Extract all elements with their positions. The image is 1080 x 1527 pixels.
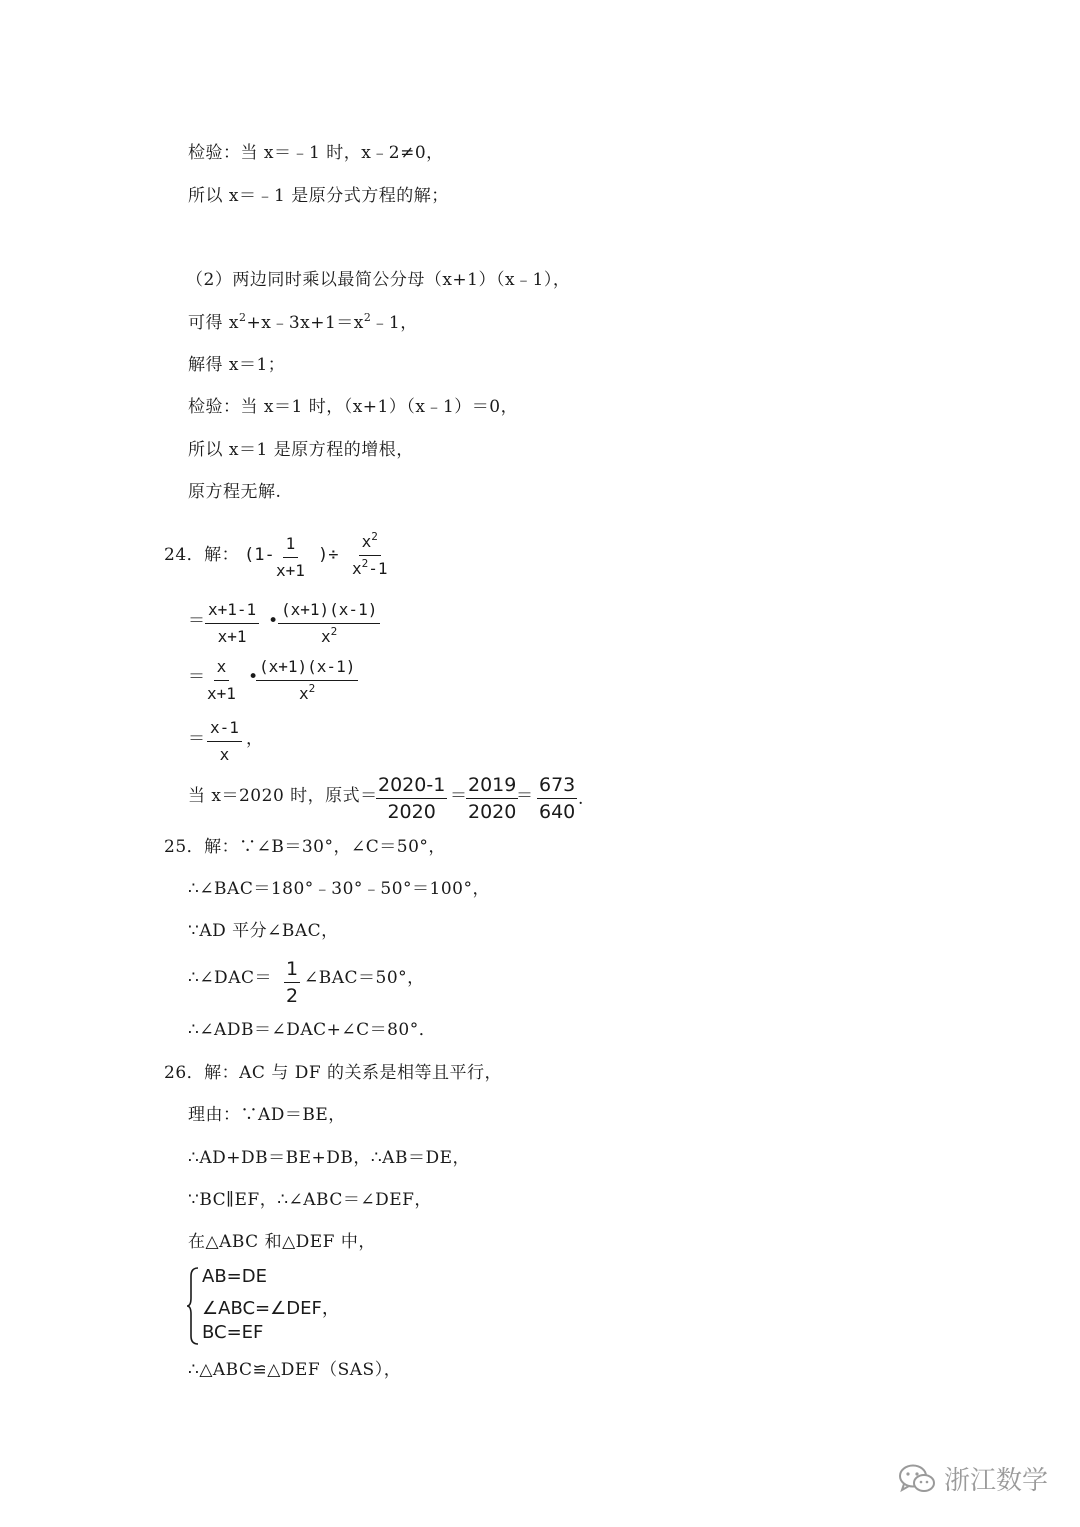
q25-line-4a: ∴∠DAC＝: [188, 968, 272, 988]
q24-step3-frac: $\frac{x-1}{x}$: [207, 716, 242, 767]
q24-frac-2: $\frac{x^2}{x^2-1}$: [352, 530, 388, 578]
q24-period: .: [578, 789, 584, 809]
q24-value-frac-2: $\frac{2019}{2020}$: [468, 774, 517, 823]
q25-line-2: ∴∠BAC＝180°﹣30°﹣50°＝100°，: [188, 879, 490, 899]
q24-comma: ，: [246, 729, 263, 749]
q26-line-6: ∴△ABC≌△DEF（SAS），: [188, 1360, 402, 1380]
q24-label: 24．解：: [164, 545, 240, 565]
q24-step1-frac-b: $\frac{(x+1)(x-1)}{x^2}$: [278, 598, 380, 649]
q24-frac-1: $\frac{1}{x+1}$: [276, 534, 305, 580]
part2-solve: 解得 x＝1；: [188, 355, 286, 375]
q24-value-frac-1: $\frac{2020-1}{2020}$: [378, 774, 446, 823]
q25-line-3: ∵AD 平分∠BAC，: [188, 921, 339, 941]
check-line-1: 检验：当 x＝﹣1 时，x﹣2≠0，: [188, 143, 444, 163]
watermark-text: 浙江数学: [943, 1466, 1048, 1496]
wechat-icon: [898, 1463, 936, 1495]
q24-eq-5: ＝: [516, 786, 533, 806]
q24-dot-2: •: [248, 667, 259, 687]
watermark: [898, 1460, 1048, 1497]
q24-eq-3: ＝: [188, 729, 205, 749]
q25-line-1: 25．解：∵∠B＝30°，∠C＝50°，: [164, 837, 446, 857]
system-row-3: BC=EF: [202, 1322, 264, 1343]
conclusion-line-1: 所以 x＝﹣1 是原分式方程的解；: [188, 186, 449, 206]
q26-line-5: 在△ABC 和△DEF 中，: [188, 1232, 376, 1252]
q24-dot-1: •: [268, 611, 279, 631]
system-row-1: AB=DE: [202, 1266, 267, 1287]
q26-line-4: ∵BC∥EF，∴∠ABC＝∠DEF，: [188, 1190, 432, 1210]
part2-no-solution: 原方程无解.: [188, 482, 282, 502]
q24-step2-frac-b: $\frac{(x+1)(x-1)}{x^2}$: [256, 655, 358, 706]
q24-evaluate: 当 x＝2020 时，原式＝: [188, 786, 378, 806]
left-brace-icon: [186, 1266, 200, 1346]
part2-root: 所以 x＝1 是原方程的增根，: [188, 440, 414, 460]
q26-line-3: ∴AD+DB＝BE+DB，∴AB＝DE，: [188, 1148, 470, 1168]
q25-line-5: ∴∠ADB＝∠DAC+∠C＝80°．: [188, 1020, 437, 1040]
q25-line-4b: ∠BAC＝50°，: [304, 968, 425, 988]
q24-eq-4: ＝: [450, 786, 467, 806]
part2-intro: （2）两边同时乘以最简公分母（x+1）（x﹣1），: [186, 270, 571, 290]
q24-open: (1-: [244, 545, 275, 565]
q24-step2-frac-a: $\frac{x}{x+1}$: [207, 657, 236, 703]
q24-eq-1: ＝: [188, 611, 205, 631]
part2-check: 检验：当 x＝1 时，（x+1）（x﹣1）＝0，: [188, 397, 519, 417]
q25-half-frac: $\frac{1}{2}$: [286, 958, 299, 1007]
q26-line-2: 理由：∵AD＝BE，: [188, 1105, 346, 1125]
q24-value-frac-3: $\frac{673}{640}$: [539, 774, 576, 823]
system-row-2: ∠ABC=∠DEF，: [202, 1298, 340, 1319]
q24-step1-frac-a: $\frac{x+1-1}{x+1}$: [205, 598, 259, 649]
q26-line-1: 26．解：AC 与 DF 的关系是相等且平行，: [164, 1063, 503, 1083]
q24-close: )÷: [318, 545, 339, 565]
part2-equation: 可得 $x^2+x﹣3x+1=x^2﹣1$，: [188, 311, 418, 333]
q24-eq-2: ＝: [188, 667, 205, 687]
